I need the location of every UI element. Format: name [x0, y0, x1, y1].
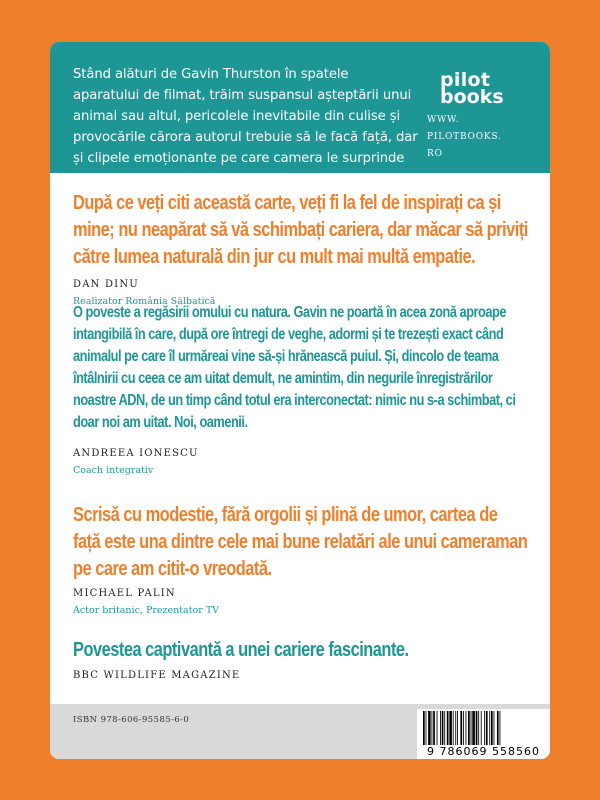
quote-1-role: Realizator România Sălbatică	[73, 296, 216, 307]
barcode-bar	[468, 711, 470, 745]
quote-1-author: DAN DINU	[73, 279, 139, 290]
website-line-3: RO	[427, 149, 443, 159]
website-line-1: WWW.	[427, 115, 460, 125]
barcode-bar	[494, 711, 495, 745]
barcode-bar	[489, 711, 490, 745]
barcode-bar	[453, 711, 454, 745]
barcode-bar	[433, 711, 435, 745]
barcode-bar	[478, 711, 479, 745]
publisher-website[interactable]	[427, 112, 527, 163]
barcode-bar	[463, 711, 464, 745]
barcode-bar	[449, 711, 452, 745]
logo-line-1: pilot	[440, 69, 491, 91]
barcode-bar	[471, 711, 472, 745]
quote-3-role: Actor britanic, Prezentator TV	[73, 605, 220, 616]
barcode-bar	[447, 711, 449, 745]
barcode-bar	[423, 711, 425, 745]
barcode-bar	[437, 711, 438, 745]
barcode-bar	[472, 711, 475, 745]
barcode-number: 9 786069 558560	[427, 745, 540, 758]
quote-1-text: După ce veți citi această carte, veți fi la fel de inspirați ca și mine; nu neapărat să vă schimbați cariera, dar măcar să priviți către lumea naturală din jur cu mult mai multă empatie.	[73, 192, 528, 268]
quote-4-text: Povestea captivantă a unei cariere fascinante.	[73, 639, 409, 661]
barcode-bar	[497, 711, 499, 745]
barcode-bar	[476, 711, 478, 745]
barcode-bar	[460, 711, 462, 745]
publisher-logo	[440, 69, 520, 108]
isbn-text: ISBN 978-606-95585-6-0	[73, 715, 190, 725]
barcode-bar	[432, 711, 433, 745]
barcode-bar	[442, 711, 444, 745]
blurb-panel	[50, 42, 550, 187]
barcode-bar	[428, 711, 431, 745]
barcode-bar	[491, 711, 493, 745]
barcode-bars	[423, 711, 544, 745]
barcode-bar	[486, 711, 488, 745]
barcode-bar	[481, 711, 482, 745]
barcode-bar	[484, 711, 485, 745]
barcode-bar	[500, 711, 501, 745]
barcode	[417, 709, 550, 759]
barcode-bar	[440, 711, 441, 745]
barcode-bar	[455, 711, 456, 745]
quote-2-author: ANDREEA IONESCU	[73, 448, 199, 459]
isbn-bar	[50, 704, 550, 759]
barcode-bar	[457, 711, 458, 745]
back-cover	[50, 42, 550, 759]
website-line-2: PILOTBOOKS.	[427, 132, 502, 142]
barcode-bar	[426, 711, 427, 745]
quote-3-text: Scrisă cu modestie, fără orgolii și plină de umor, cartea de față este una dintre cele mai bune relatări ale unui cameraman pe care am citit-o vreodată.	[73, 504, 528, 580]
quote-2-role: Coach integrativ	[73, 465, 154, 476]
barcode-bar	[444, 711, 445, 745]
book-blurb: Stând alături de Gavin Thurston în spatele aparatului de filmat, trăim suspansul așteptării unui animal sau altul, pericolele inevitabile din culise și provocările cărora autorul trebuie să le facă față, dar și clipele emoționante pe care camera le surprinde sau, la fel de bine, le ratează.	[73, 67, 418, 187]
quote-4-author: BBC WILDLIFE MAGAZINE	[73, 670, 241, 681]
quote-3-author: MICHAEL PALIN	[73, 588, 176, 599]
barcode-bar	[466, 711, 467, 745]
quote-2-text: O poveste a regăsirii omului cu natura. Gavin ne poartă în acea zonă aproape intangibilă în care, după ore întregi de veghe, adormi și te trezești exact când animalul pe care îl urmăreai vine să-și hrănească puiul. Și, dincolo de teama întâlnirii cu ceea ce am uitat demult, ne amintim, din negurile înregistrărilor noastre ADN, de un timp când totul era interconectat: nimic nu s-a schimbat, ci doar noi am uitat. Noi, oamenii.	[73, 304, 516, 431]
logo-line-2: books	[440, 86, 504, 108]
